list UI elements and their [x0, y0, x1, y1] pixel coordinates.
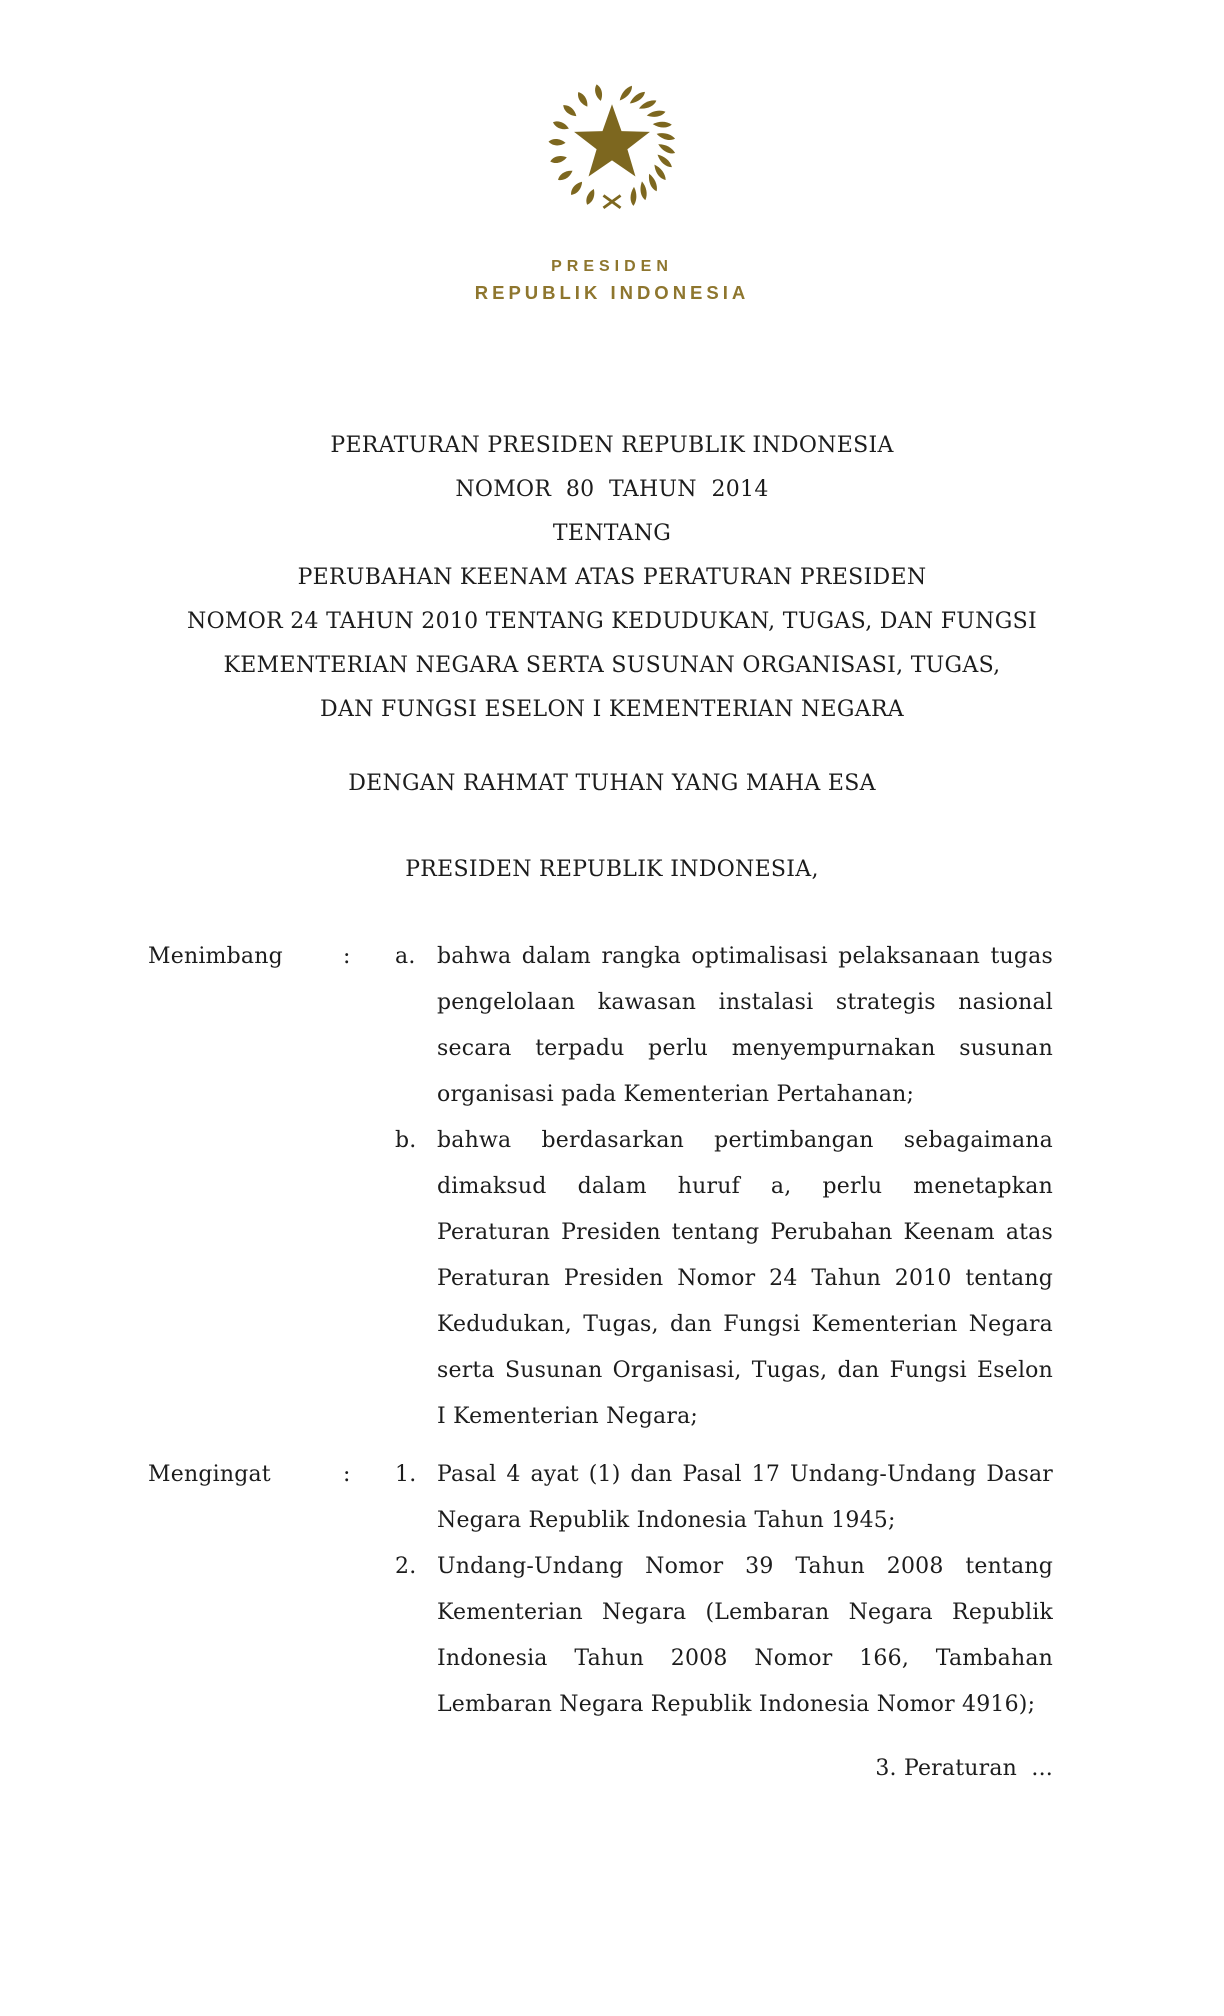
section-label: Menimbang: [148, 944, 283, 969]
regulation-title: [0, 424, 1224, 732]
item-text: [437, 1118, 1053, 1440]
text-line: Peraturan Presiden Nomor 24 Tahun 2010 tentang: [437, 1266, 1053, 1291]
list-item: [395, 1544, 1053, 1728]
text-line: Pasal 4 ayat (1) dan Pasal 17 Undang-Undang Dasar: [437, 1462, 1053, 1487]
title-line: TENTANG: [552, 521, 672, 546]
letterhead-presiden: PRESIDEN: [551, 258, 673, 275]
list-item: [395, 934, 1053, 1118]
letterhead: [0, 0, 1224, 304]
section-colon: :: [343, 1462, 351, 1487]
item-text: [437, 934, 1053, 1118]
invocation-line: DENGAN RAHMAT TUHAN YANG MAHA ESA: [348, 771, 876, 796]
title-line: DAN FUNGSI ESELON I KEMENTERIAN NEGARA: [320, 697, 904, 722]
title-line: NOMOR 80 TAHUN 2014: [455, 477, 769, 502]
text-line: Negara Republik Indonesia Tahun 1945;: [437, 1508, 896, 1533]
text-line: Peraturan Presiden tentang Perubahan Keenam atas: [437, 1220, 1053, 1245]
text-line: pengelolaan kawasan instalasi strategis nasional: [437, 990, 1053, 1015]
authority-line: PRESIDEN REPUBLIK INDONESIA,: [405, 857, 819, 882]
text-line: organisasi pada Kementerian Pertahanan;: [437, 1082, 915, 1107]
title-line: PERUBAHAN KEENAM ATAS PERATURAN PRESIDEN: [297, 565, 927, 590]
text-line: Undang-Undang Nomor 39 Tahun 2008 tentang: [437, 1554, 1053, 1579]
mengingat-section: [148, 1452, 1053, 1728]
mengingat-list: [395, 1452, 1053, 1728]
text-line: Kementerian Negara (Lembaran Negara Republik: [437, 1600, 1053, 1625]
text-line: Lembaran Negara Republik Indonesia Nomor 4916);: [437, 1692, 1036, 1717]
text-line: dimaksud dalam huruf a, perlu menetapkan: [437, 1174, 1053, 1199]
text-line: Kedudukan, Tugas, dan Fungsi Kementerian Negara: [437, 1312, 1053, 1337]
item-marker: b.: [395, 1128, 417, 1153]
text-line: serta Susunan Organisasi, Tugas, dan Fungsi Eselon: [437, 1358, 1053, 1383]
text-line: secara terpadu perlu menyempurnakan susunan: [437, 1036, 1053, 1061]
item-marker: 2.: [395, 1554, 417, 1579]
item-text: [437, 1544, 1053, 1728]
item-marker: 1.: [395, 1462, 417, 1487]
section-label: Mengingat: [148, 1462, 271, 1487]
section-colon: :: [343, 944, 351, 969]
title-line: NOMOR 24 TAHUN 2010 TENTANG KEDUDUKAN, TUGAS, DAN FUNGSI: [187, 609, 1037, 634]
item-text: [437, 1452, 1053, 1544]
page-catchword: 3. Peraturan ...: [875, 1756, 1053, 1781]
menimbang-list: [395, 934, 1053, 1440]
letterhead-republik: REPUBLIK INDONESIA: [474, 282, 750, 303]
item-marker: a.: [395, 944, 416, 969]
menimbang-section: [148, 934, 1053, 1440]
text-line: bahwa dalam rangka optimalisasi pelaksanaan tugas: [437, 944, 1053, 969]
list-item: [395, 1118, 1053, 1440]
text-line: bahwa berdasarkan pertimbangan sebagaimana: [437, 1128, 1053, 1153]
star-icon: [574, 104, 650, 176]
text-line: I Kementerian Negara;: [437, 1404, 699, 1429]
presidential-star-wreath-emblem: [536, 72, 688, 224]
list-item: [395, 1452, 1053, 1544]
title-line: KEMENTERIAN NEGARA SERTA SUSUNAN ORGANISASI, TUGAS,: [223, 653, 1001, 678]
title-line: PERATURAN PRESIDEN REPUBLIK INDONESIA: [330, 433, 894, 458]
text-line: Indonesia Tahun 2008 Nomor 166, Tambahan: [437, 1646, 1053, 1671]
